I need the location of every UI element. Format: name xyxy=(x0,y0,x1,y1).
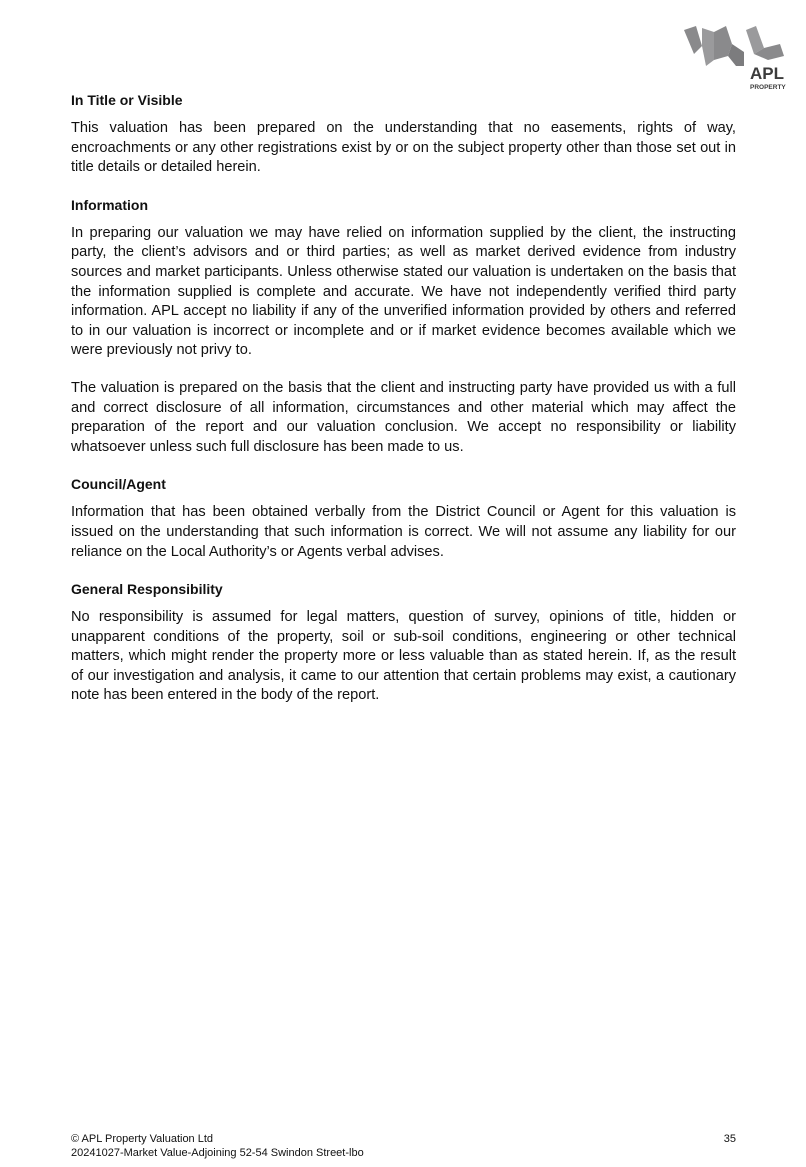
section-council-agent xyxy=(71,475,736,562)
section-information xyxy=(71,196,736,458)
section-heading: Information xyxy=(71,196,148,213)
apl-logo-mark-icon xyxy=(684,26,790,92)
section-in-title-or-visible xyxy=(71,91,736,178)
paragraph: No responsibility is assumed for legal matters, question of survey, opinions of title, hidden or unapparent conditions of the property, soil or sub-soil conditions, engineering or other technical matters, which might render the property more or less valuable than as stated herein. If, as the result of our investigation and analysis, it came to our attention that certain problems may exist, a cautionary note has been entered in the body of the report. xyxy=(71,609,736,704)
paragraph: This valuation has been prepared on the understanding that no easements, rights of way, encroachments or any other registrations exist by or on the subject property other than those set out in title details or detailed herein. xyxy=(71,120,736,176)
document-body xyxy=(71,91,736,724)
page-footer xyxy=(71,1132,736,1160)
section-heading: General Responsibility xyxy=(71,581,223,598)
footer-copyright: © APL Property Valuation Ltd xyxy=(71,1133,214,1145)
logo-sub-text: PROPERTY xyxy=(750,84,786,91)
apl-property-logo xyxy=(684,26,790,92)
section-general-responsibility xyxy=(71,580,736,706)
page-number: 35 xyxy=(723,1133,736,1145)
paragraph: The valuation is prepared on the basis that the client and instructing party have provided us with a full and correct disclosure of all information, circumstances and other material which may affect the preparation of the report and our valuation conclusion. We accept no responsibility or liability whatsoever unless such full disclosure has been made to us. xyxy=(71,379,736,455)
section-heading: Council/Agent xyxy=(71,476,166,493)
paragraph: Information that has been obtained verbally from the District Council or Agent for this valuation is issued on the understanding that such information is correct. We will not assume any liability for our reliance on the Local Authority’s or Agents verbal advises. xyxy=(71,504,736,560)
section-heading: In Title or Visible xyxy=(71,92,183,108)
paragraph: In preparing our valuation we may have relied on information supplied by the client, the instructing party, the client’s advisors and or third parties; as well as market derived evidence from industry sources and market participants. Unless otherwise stated our valuation is undertaken on the basis that the information supplied is complete and accurate. We have not independently verified third party information. APL accept no liability if any of the unverified information provided by others and referred to in our valuation is incorrect or incomplete and or if market evidence becomes available which we were previously not privy to. xyxy=(71,224,736,359)
logo-brand-text: APL xyxy=(750,64,784,83)
footer-document-ref: 20241027-Market Value-Adjoining 52-54 Swindon Street-lbo xyxy=(71,1147,364,1159)
